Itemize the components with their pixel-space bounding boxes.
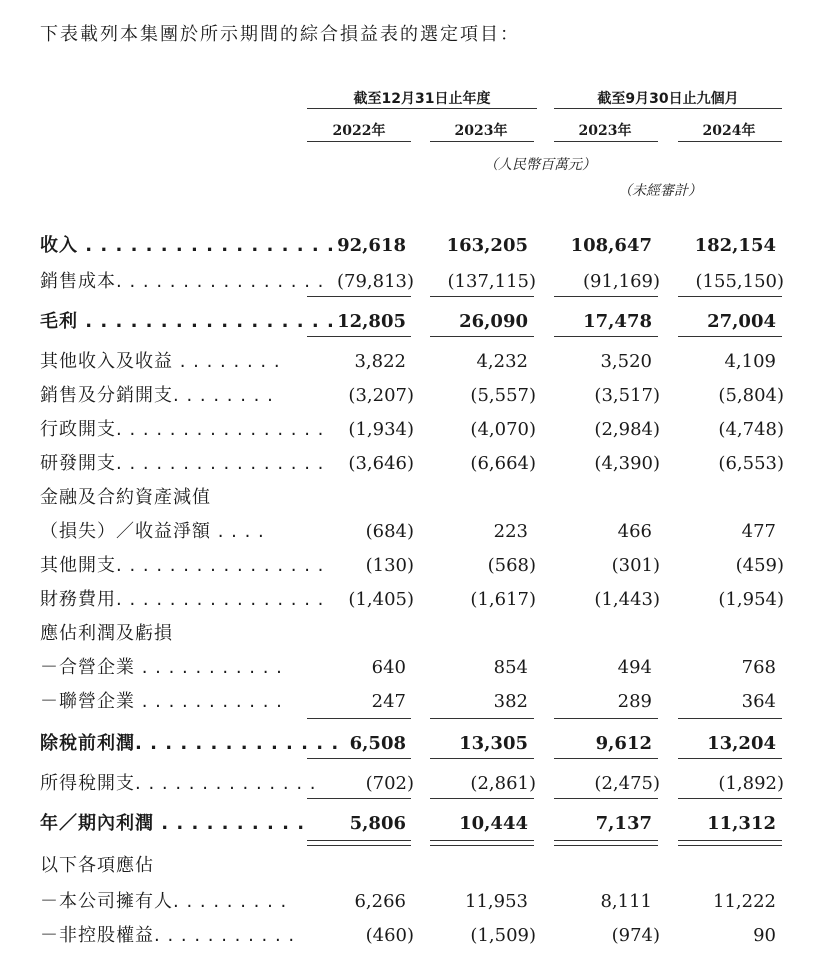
value-cell: (459) <box>735 555 784 576</box>
row-label: 應佔利潤及虧損 <box>40 623 173 644</box>
value-cell: 477 <box>741 521 776 542</box>
value-cell: (5,557) <box>470 385 536 406</box>
value-cell: 364 <box>741 691 776 712</box>
table-row-profit-for-period <box>0 810 830 838</box>
value-cell: 4,109 <box>724 351 776 372</box>
table-row-non-controlling-interests <box>0 922 830 950</box>
value-cell: 11,312 <box>707 813 776 834</box>
value-cell: (1,509) <box>470 925 536 946</box>
table-row-impairment-net <box>0 518 830 546</box>
table-row-attributable-heading <box>0 852 830 880</box>
table-row-finance-costs <box>0 586 830 614</box>
row-label: －本公司擁有人. . . . . . . . . <box>40 891 288 912</box>
value-cell: 13,204 <box>707 733 776 754</box>
value-cell: 7,137 <box>595 813 652 834</box>
row-label: 銷售及分銷開支. . . . . . . . <box>40 385 274 406</box>
table-row-profit-before-tax <box>0 730 830 758</box>
value-cell: (79,813) <box>336 271 414 292</box>
value-cell: (3,517) <box>594 385 660 406</box>
subtotal-rule <box>554 336 658 337</box>
table-row-cost-of-sales <box>0 268 830 296</box>
intro-text: 下表載列本集團於所示期間的綜合損益表的選定項目： <box>40 24 520 45</box>
value-cell: (5,804) <box>718 385 784 406</box>
table-row-selling-expenses <box>0 382 830 410</box>
value-cell: 6,266 <box>354 891 406 912</box>
value-cell: (155,150) <box>695 271 784 292</box>
value-cell: 768 <box>741 657 776 678</box>
value-cell: (4,748) <box>718 419 784 440</box>
value-cell: (974) <box>611 925 660 946</box>
table-row-share-heading <box>0 620 830 648</box>
table-row-gross-profit <box>0 308 830 336</box>
value-cell: (6,553) <box>718 453 784 474</box>
value-cell: 26,090 <box>459 311 528 332</box>
row-label: 研發開支. . . . . . . . . . . . . . . . <box>40 453 325 474</box>
value-cell: (137,115) <box>447 271 536 292</box>
year-header-2023: 2023年 <box>454 123 508 139</box>
subtotal-rule <box>307 336 411 337</box>
table-row-income-tax <box>0 770 830 798</box>
row-label: （損失）／收益淨額 . . . . <box>40 521 265 542</box>
value-cell: 108,647 <box>570 235 652 256</box>
subtotal-rule <box>554 798 658 799</box>
total-double-rule <box>678 840 782 846</box>
table-row-admin-expenses <box>0 416 830 444</box>
total-double-rule <box>307 840 411 846</box>
value-cell: (3,207) <box>348 385 414 406</box>
value-cell: (3,646) <box>348 453 414 474</box>
subtotal-rule <box>678 718 782 719</box>
subtotal-rule <box>430 758 534 759</box>
table-row-other-expenses <box>0 552 830 580</box>
row-label: 收入 . . . . . . . . . . . . . . . . . <box>40 235 335 256</box>
value-cell: (702) <box>365 773 414 794</box>
subtotal-rule <box>430 336 534 337</box>
value-cell: (6,664) <box>470 453 536 474</box>
value-cell: (2,861) <box>470 773 536 794</box>
value-cell: 4,232 <box>476 351 528 372</box>
row-label: 年／期內利潤 . . . . . . . . . . <box>40 813 306 834</box>
year-underline <box>554 141 658 142</box>
year-header-2022: 2022年 <box>332 123 386 139</box>
value-cell: 163,205 <box>446 235 528 256</box>
value-cell: 382 <box>493 691 528 712</box>
value-cell: 289 <box>617 691 652 712</box>
subtotal-rule <box>554 758 658 759</box>
value-cell: 223 <box>493 521 528 542</box>
value-cell: (460) <box>365 925 414 946</box>
total-double-rule <box>554 840 658 846</box>
value-cell: 27,004 <box>707 311 776 332</box>
value-cell: (568) <box>487 555 536 576</box>
row-label: －合營企業 . . . . . . . . . . . <box>40 657 283 678</box>
year-underline <box>430 141 534 142</box>
value-cell: (2,475) <box>594 773 660 794</box>
row-label: 其他收入及收益 . . . . . . . . <box>40 351 281 372</box>
group-underline <box>307 108 537 109</box>
year-header-2023-nine-months: 2023年 <box>578 123 632 139</box>
subtotal-rule <box>678 798 782 799</box>
value-cell: 17,478 <box>583 311 652 332</box>
value-cell: (1,405) <box>348 589 414 610</box>
subtotal-rule <box>554 718 658 719</box>
row-label: 毛利 . . . . . . . . . . . . . . . . . <box>40 311 335 332</box>
table-row-revenue <box>0 232 830 260</box>
value-cell: 9,612 <box>595 733 652 754</box>
subtotal-rule <box>430 296 534 297</box>
value-cell: 8,111 <box>600 891 652 912</box>
value-cell: (1,443) <box>594 589 660 610</box>
value-cell: 12,805 <box>337 311 406 332</box>
subtotal-rule <box>307 718 411 719</box>
row-label: －非控股權益. . . . . . . . . . . <box>40 925 296 946</box>
value-cell: 90 <box>753 925 776 946</box>
value-cell: 5,806 <box>349 813 406 834</box>
table-row-owners-of-company <box>0 888 830 916</box>
year-header-2024-nine-months: 2024年 <box>702 123 756 139</box>
row-label: －聯營企業 . . . . . . . . . . . <box>40 691 283 712</box>
column-group-fiscal-year: 截至12月31日止年度 <box>353 91 491 107</box>
value-cell: 247 <box>371 691 406 712</box>
row-label: 除稅前利潤. . . . . . . . . . . . . . <box>40 733 340 754</box>
value-cell: (4,070) <box>470 419 536 440</box>
value-cell: 494 <box>617 657 652 678</box>
value-cell: (1,934) <box>348 419 414 440</box>
value-cell: 182,154 <box>694 235 776 256</box>
subtotal-rule <box>678 336 782 337</box>
value-cell: 11,222 <box>713 891 776 912</box>
total-double-rule <box>430 840 534 846</box>
row-label: 以下各項應佔 <box>40 855 154 876</box>
value-cell: (301) <box>611 555 660 576</box>
row-label: 行政開支. . . . . . . . . . . . . . . . <box>40 419 325 440</box>
row-label: 其他開支. . . . . . . . . . . . . . . . <box>40 555 325 576</box>
table-row-associates <box>0 688 830 716</box>
value-cell: 6,508 <box>349 733 406 754</box>
column-group-nine-months: 截至9月30日止九個月 <box>597 91 739 107</box>
value-cell: 466 <box>617 521 652 542</box>
table-row-joint-ventures <box>0 654 830 682</box>
value-cell: 640 <box>371 657 406 678</box>
group-underline <box>554 108 782 109</box>
subtotal-rule <box>430 798 534 799</box>
subtotal-rule <box>430 718 534 719</box>
value-cell: (4,390) <box>594 453 660 474</box>
value-cell: (130) <box>365 555 414 576</box>
row-label: 金融及合約資產減值 <box>40 487 211 508</box>
table-row-other-income <box>0 348 830 376</box>
value-cell: 3,822 <box>354 351 406 372</box>
row-label: 所得稅開支. . . . . . . . . . . . . . <box>40 773 317 794</box>
subtotal-rule <box>678 758 782 759</box>
year-underline <box>678 141 782 142</box>
row-label: 財務費用. . . . . . . . . . . . . . . . <box>40 589 325 610</box>
value-cell: (1,954) <box>718 589 784 610</box>
value-cell: (2,984) <box>594 419 660 440</box>
value-cell: (91,169) <box>582 271 660 292</box>
subtotal-rule <box>678 296 782 297</box>
table-row-impairment-heading <box>0 484 830 512</box>
value-cell: 10,444 <box>459 813 528 834</box>
subtotal-rule <box>307 296 411 297</box>
value-cell: (684) <box>365 521 414 542</box>
unaudited-label: （未經審計） <box>618 183 702 199</box>
table-row-rnd-expenses <box>0 450 830 478</box>
subtotal-rule <box>307 758 411 759</box>
value-cell: 854 <box>493 657 528 678</box>
subtotal-rule <box>554 296 658 297</box>
value-cell: 3,520 <box>600 351 652 372</box>
value-cell: (1,892) <box>718 773 784 794</box>
value-cell: (1,617) <box>470 589 536 610</box>
value-cell: 92,618 <box>337 235 406 256</box>
row-label: 銷售成本. . . . . . . . . . . . . . . . <box>40 271 325 292</box>
year-underline <box>307 141 411 142</box>
value-cell: 13,305 <box>459 733 528 754</box>
value-cell: 11,953 <box>465 891 528 912</box>
subtotal-rule <box>307 798 411 799</box>
unit-label: （人民幣百萬元） <box>484 157 596 173</box>
